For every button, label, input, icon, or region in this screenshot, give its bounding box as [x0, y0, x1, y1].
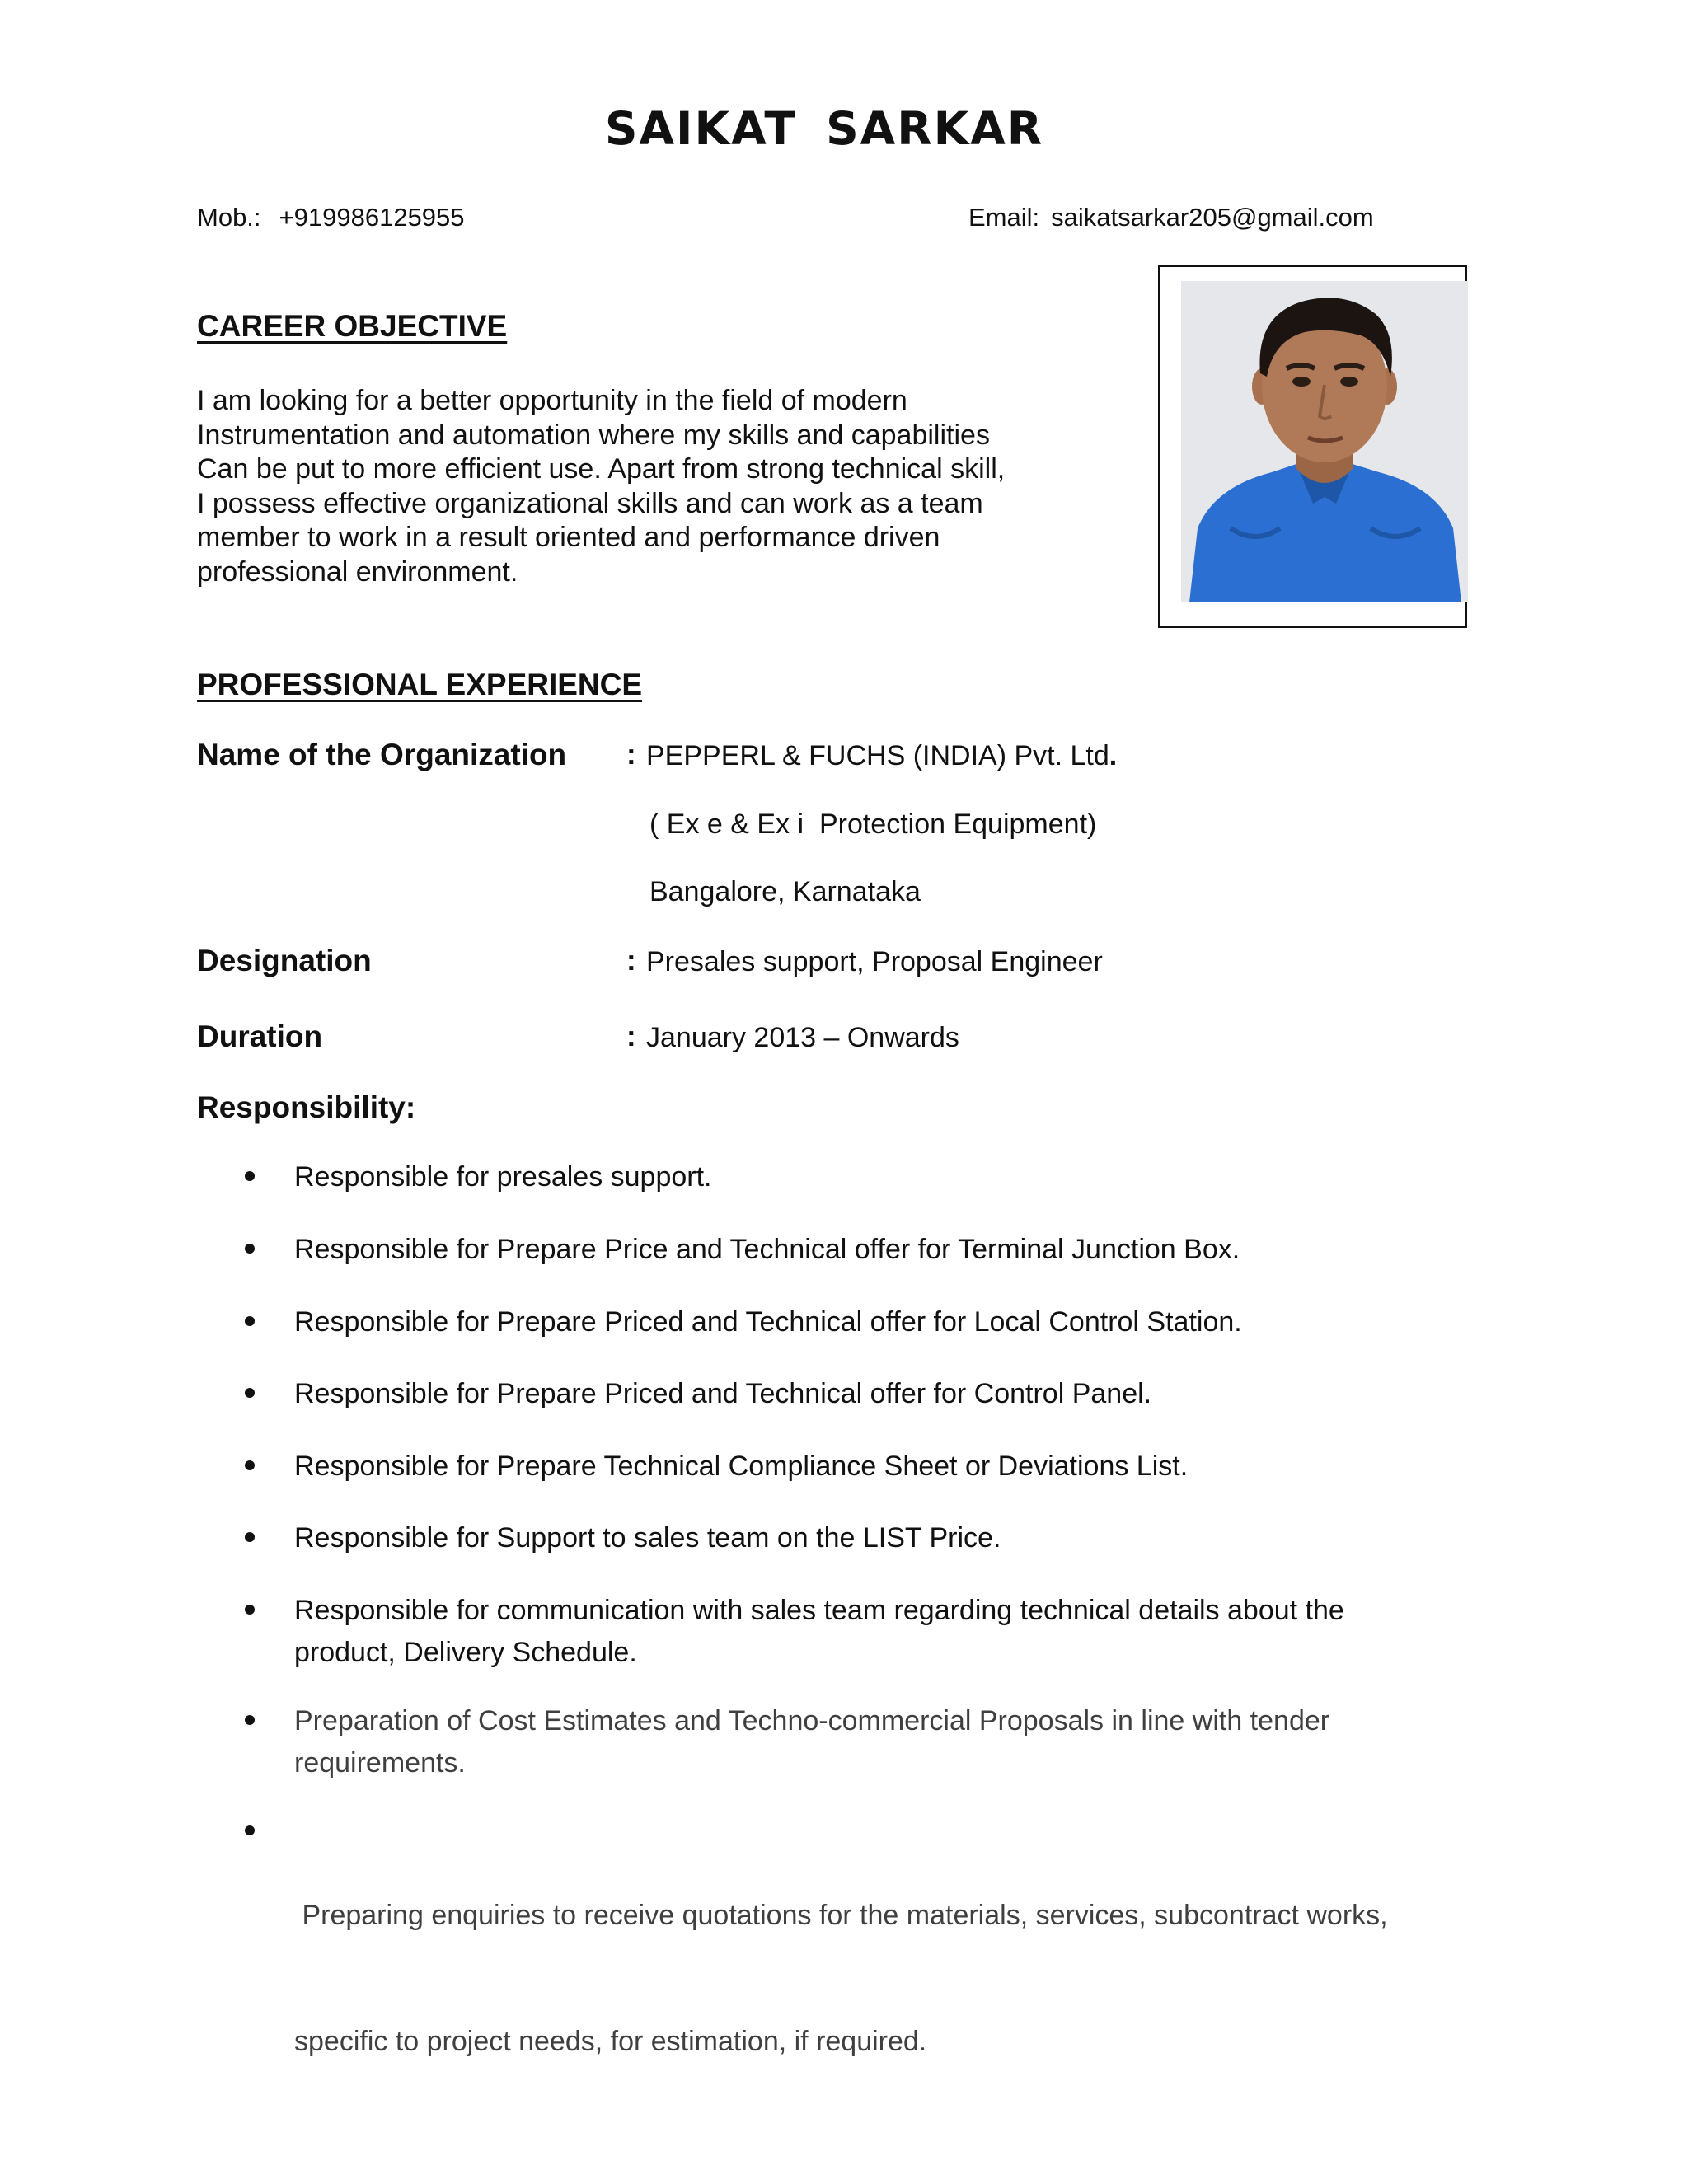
email-address: saikatsarkar205@gmail.com: [1051, 203, 1374, 232]
list-item-text: [294, 1301, 1481, 1343]
bullet-icon: [245, 1171, 255, 1181]
objective-line: I am looking for a better opportunity in the field of modern: [197, 385, 907, 416]
list-item-line: product, Delivery Schedule.: [294, 1637, 637, 1668]
mobile-number: +919986125955: [279, 203, 465, 232]
bullet-icon: [245, 1532, 255, 1542]
career-objective-text: [197, 384, 1128, 589]
designation-label: Designation: [197, 944, 372, 977]
list-item-line: Responsible for Prepare Technical Compliance Sheet or Deviations List.: [294, 1451, 1189, 1482]
designation-colon: :: [626, 944, 636, 977]
email-label: Email:: [968, 203, 1040, 232]
profile-photo-icon: [1181, 281, 1468, 602]
list-item-line: Responsible for Prepare Priced and Technical offer for Control Panel.: [294, 1378, 1152, 1409]
mobile-label: Mob.:: [197, 203, 261, 232]
list-item-text: [294, 1590, 1481, 1674]
list-item-text: [294, 1156, 1481, 1198]
career-objective-heading: CAREER OBJECTIVE: [197, 309, 508, 343]
list-item-text: [294, 1517, 1481, 1559]
list-item-line: requirements.: [294, 1747, 466, 1779]
list-item-line: Preparing enquiries to receive quotations for the materials, services, subcontract works,: [294, 1900, 1388, 1931]
designation-value: Presales support, Proposal Engineer: [646, 946, 1103, 977]
organization-value: [646, 740, 1117, 772]
organization-name: PEPPERL & FUCHS (INDIA) Pvt. Ltd: [646, 740, 1109, 771]
bullet-icon: [245, 1825, 255, 1835]
bullet-icon: [245, 1715, 255, 1725]
list-item-line: Responsible for presales support.: [294, 1161, 712, 1193]
email-contact: [968, 201, 1374, 234]
organization-type: ( Ex e & Ex i Protection Equipment): [649, 808, 1097, 840]
objective-line: Instrumentation and automation where my skills and capabilities: [197, 419, 990, 451]
objective-line: I possess effective organizational skills and can work as a team: [197, 487, 983, 519]
duration-colon: :: [626, 1020, 636, 1052]
bullet-icon: [245, 1244, 255, 1254]
list-item-line: Responsible for Prepare Priced and Technical offer for Local Control Station.: [294, 1306, 1242, 1338]
objective-line: member to work in a result oriented and performance driven: [197, 522, 940, 553]
organization-location: Bangalore, Karnataka: [649, 876, 921, 907]
list-item-line: Responsible for communication with sales team regarding technical details about the: [294, 1595, 1344, 1626]
candidate-name: SAIKAT SARKAR: [604, 102, 1044, 155]
bullet-icon: [245, 1316, 255, 1326]
duration-value: January 2013 – Onwards: [646, 1022, 959, 1053]
professional-experience-heading: PROFESSIONAL EXPERIENCE: [197, 668, 643, 701]
list-item-text: [294, 1446, 1481, 1488]
organization-period: .: [1109, 740, 1118, 771]
bullet-icon: [245, 1460, 255, 1470]
bullet-icon: [245, 1605, 255, 1615]
list-item-text: [294, 1811, 1481, 2147]
organization-colon: :: [626, 738, 636, 771]
bullet-icon: [245, 1388, 255, 1398]
responsibility-heading: Responsibility:: [197, 1090, 416, 1124]
objective-line: Can be put to more efficient use. Apart from strong technical skill,: [197, 453, 1006, 485]
list-item-text: [294, 1700, 1481, 1784]
organization-label: Name of the Organization: [197, 738, 567, 771]
list-item-text: [294, 1229, 1481, 1271]
list-item-line: Responsible for Support to sales team on the LIST Price.: [294, 1522, 1001, 1554]
list-item-line: specific to project needs, for estimation, if required.: [294, 2026, 927, 2057]
list-item-line: Responsible for Prepare Price and Technical offer for Terminal Junction Box.: [294, 1234, 1240, 1265]
photo-frame: [1158, 265, 1467, 628]
duration-label: Duration: [197, 1019, 323, 1053]
mobile-contact: [197, 201, 465, 234]
profile-photo-drawing: [1181, 281, 1468, 602]
list-item-line: Preparation of Cost Estimates and Techno-commercial Proposals in line with tender: [294, 1705, 1330, 1736]
objective-line: professional environment.: [197, 555, 518, 588]
list-item-text: [294, 1373, 1481, 1415]
